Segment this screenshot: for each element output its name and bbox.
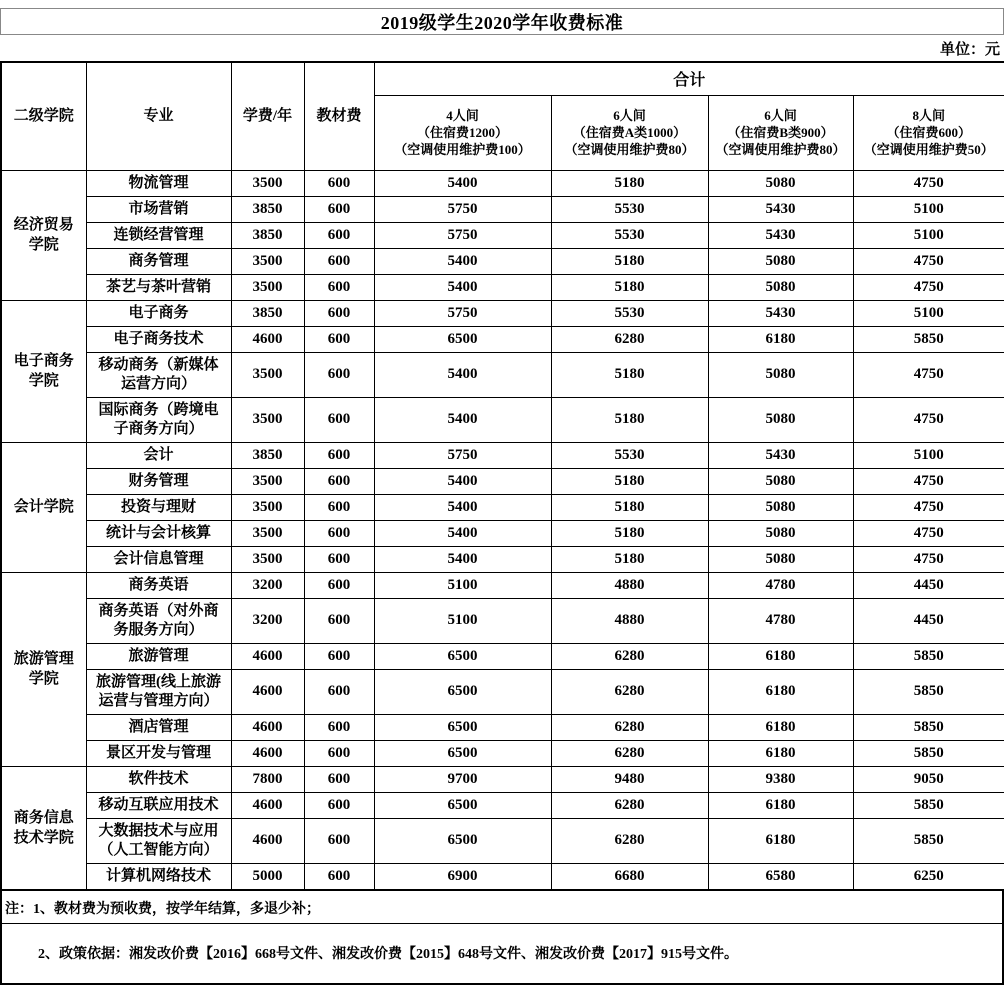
fee-value: 5750 (374, 442, 551, 468)
major-name: 茶艺与茶叶营销 (86, 274, 231, 300)
fee-value: 4450 (853, 572, 1004, 598)
header-tuition: 学费/年 (231, 62, 304, 170)
fee-value: 6280 (551, 792, 708, 818)
fee-value: 5180 (551, 352, 708, 397)
fee-value: 5000 (231, 863, 304, 890)
major-name: 财务管理 (86, 468, 231, 494)
table-row (1, 669, 1004, 714)
table-row (1, 714, 1004, 740)
room-housing-fee-label: （住宿费B类900） (727, 125, 834, 140)
fee-value: 600 (304, 397, 374, 442)
table-row (1, 222, 1004, 248)
fee-value: 5400 (374, 352, 551, 397)
major-name: 国际商务（跨境电子商务方向） (86, 397, 231, 442)
fee-value: 4600 (231, 818, 304, 863)
table-row (1, 863, 1004, 890)
table-row (1, 468, 1004, 494)
fee-value: 5850 (853, 792, 1004, 818)
fee-value: 6180 (708, 714, 853, 740)
fee-value: 5100 (853, 300, 1004, 326)
major-name: 景区开发与管理 (86, 740, 231, 766)
college-name: 旅游管理学院 (1, 572, 86, 766)
room-type-label: 6人间 (613, 108, 646, 123)
fee-value: 600 (304, 669, 374, 714)
fee-value: 6250 (853, 863, 1004, 890)
table-row (1, 740, 1004, 766)
table-row (1, 397, 1004, 442)
fee-value: 5850 (853, 643, 1004, 669)
room-ac-fee-label: （空调使用维护费80） (715, 142, 846, 157)
major-name: 旅游管理 (86, 643, 231, 669)
table-row (1, 248, 1004, 274)
fee-value: 4780 (708, 598, 853, 643)
fee-value: 600 (304, 352, 374, 397)
room-ac-fee-label: （空调使用维护费100） (394, 142, 531, 157)
fee-value: 5430 (708, 300, 853, 326)
fee-value: 600 (304, 520, 374, 546)
fee-value: 5180 (551, 248, 708, 274)
fee-value: 5080 (708, 546, 853, 572)
fee-value: 5530 (551, 442, 708, 468)
fee-value: 600 (304, 442, 374, 468)
fee-value: 600 (304, 196, 374, 222)
fee-value: 600 (304, 546, 374, 572)
fee-value: 5100 (853, 222, 1004, 248)
fee-value: 5080 (708, 248, 853, 274)
fee-value: 600 (304, 326, 374, 352)
fee-value: 4600 (231, 792, 304, 818)
fee-value: 4750 (853, 274, 1004, 300)
fee-value: 600 (304, 170, 374, 196)
fee-value: 4600 (231, 669, 304, 714)
fee-value: 600 (304, 494, 374, 520)
table-row (1, 792, 1004, 818)
fee-value: 600 (304, 643, 374, 669)
major-name: 会计 (86, 442, 231, 468)
fee-value: 5430 (708, 222, 853, 248)
header-total: 合计 (374, 62, 1004, 95)
fee-value: 6280 (551, 818, 708, 863)
table-row (1, 766, 1004, 792)
page-title: 2019级学生2020学年收费标准 (0, 8, 1004, 35)
fee-value: 5530 (551, 300, 708, 326)
fee-value: 5400 (374, 546, 551, 572)
fee-value: 6500 (374, 326, 551, 352)
room-ac-fee-label: （空调使用维护费80） (564, 142, 695, 157)
fee-value: 5850 (853, 669, 1004, 714)
fee-value: 6180 (708, 818, 853, 863)
major-name: 电子商务 (86, 300, 231, 326)
fee-value: 4600 (231, 326, 304, 352)
fee-value: 5400 (374, 468, 551, 494)
fee-value: 4750 (853, 352, 1004, 397)
fee-value: 5180 (551, 274, 708, 300)
fee-value: 3850 (231, 442, 304, 468)
major-name: 电子商务技术 (86, 326, 231, 352)
fee-value: 3500 (231, 248, 304, 274)
fee-value: 6180 (708, 326, 853, 352)
fee-value: 5080 (708, 468, 853, 494)
header-room-6p-a (551, 95, 708, 170)
fee-value: 6280 (551, 740, 708, 766)
fee-value: 4750 (853, 494, 1004, 520)
fee-value: 5530 (551, 196, 708, 222)
college-name: 会计学院 (1, 442, 86, 572)
fee-value: 5750 (374, 300, 551, 326)
fee-value: 5180 (551, 397, 708, 442)
fee-value: 6180 (708, 643, 853, 669)
fee-value: 5080 (708, 170, 853, 196)
fee-value: 5400 (374, 520, 551, 546)
fee-value: 4750 (853, 248, 1004, 274)
fee-value: 4750 (853, 468, 1004, 494)
major-name: 市场营销 (86, 196, 231, 222)
major-name: 连锁经营管理 (86, 222, 231, 248)
fee-value: 5180 (551, 520, 708, 546)
fee-value: 3500 (231, 520, 304, 546)
fee-value: 5750 (374, 222, 551, 248)
table-row (1, 300, 1004, 326)
table-row (1, 170, 1004, 196)
fee-value: 5080 (708, 520, 853, 546)
major-name: 商务管理 (86, 248, 231, 274)
fee-value: 9380 (708, 766, 853, 792)
room-type-label: 6人间 (764, 108, 797, 123)
fee-value: 7800 (231, 766, 304, 792)
fee-value: 3500 (231, 397, 304, 442)
fee-value: 4750 (853, 546, 1004, 572)
notes-section (0, 891, 1004, 985)
fee-value: 4750 (853, 520, 1004, 546)
fee-value: 600 (304, 468, 374, 494)
fee-value: 4450 (853, 598, 1004, 643)
fee-table (0, 61, 1004, 891)
fee-value: 4880 (551, 572, 708, 598)
fee-value: 6180 (708, 740, 853, 766)
fee-value: 5750 (374, 196, 551, 222)
fee-value: 9050 (853, 766, 1004, 792)
table-row (1, 572, 1004, 598)
fee-value: 6180 (708, 669, 853, 714)
fee-value: 4750 (853, 397, 1004, 442)
fee-value: 3500 (231, 546, 304, 572)
fee-value: 5180 (551, 494, 708, 520)
fee-value: 5530 (551, 222, 708, 248)
fee-value: 6280 (551, 669, 708, 714)
fee-value: 5180 (551, 468, 708, 494)
fee-value: 600 (304, 714, 374, 740)
fee-value: 3500 (231, 468, 304, 494)
fee-value: 600 (304, 818, 374, 863)
table-row (1, 494, 1004, 520)
fee-value: 5850 (853, 740, 1004, 766)
fee-value: 5080 (708, 274, 853, 300)
header-college: 二级学院 (1, 62, 86, 170)
note-textbook-fee: 注：1、教材费为预收费，按学年结算，多退少补； (5, 901, 320, 917)
fee-value: 5400 (374, 170, 551, 196)
major-name: 移动互联应用技术 (86, 792, 231, 818)
fee-value: 6280 (551, 714, 708, 740)
note-policy-basis: 2、政策依据：湘发改价费【2016】668号文件、湘发改价费【2015】648号文件、湘发改价费【2017】915号文件。 (2, 923, 1002, 983)
fee-value: 6500 (374, 740, 551, 766)
fee-value: 6500 (374, 818, 551, 863)
header-room-6p-b (708, 95, 853, 170)
fee-value: 5400 (374, 494, 551, 520)
major-name: 投资与理财 (86, 494, 231, 520)
fee-value: 4880 (551, 598, 708, 643)
fee-value: 5850 (853, 714, 1004, 740)
fee-value: 3200 (231, 572, 304, 598)
fee-value: 5430 (708, 442, 853, 468)
fee-value: 6900 (374, 863, 551, 890)
major-name: 旅游管理(线上旅游运营与管理方向） (86, 669, 231, 714)
unit-label: 单位：元 (939, 41, 1000, 58)
fee-value: 6500 (374, 669, 551, 714)
fee-value: 600 (304, 598, 374, 643)
fee-value: 6500 (374, 792, 551, 818)
room-housing-fee-label: （住宿费1200） (416, 125, 508, 140)
fee-value: 3850 (231, 196, 304, 222)
fee-value: 600 (304, 792, 374, 818)
fee-value: 4600 (231, 740, 304, 766)
fee-value: 600 (304, 572, 374, 598)
fee-value: 6180 (708, 792, 853, 818)
fee-value: 5100 (374, 598, 551, 643)
table-row (1, 352, 1004, 397)
major-name: 计算机网络技术 (86, 863, 231, 890)
table-row (1, 442, 1004, 468)
fee-value: 600 (304, 222, 374, 248)
fee-value: 5180 (551, 170, 708, 196)
major-name: 统计与会计核算 (86, 520, 231, 546)
fee-value: 5180 (551, 546, 708, 572)
table-row (1, 818, 1004, 863)
major-name: 商务英语 (86, 572, 231, 598)
fee-value: 3850 (231, 300, 304, 326)
header-major: 专业 (86, 62, 231, 170)
fee-value: 600 (304, 740, 374, 766)
fee-value: 6280 (551, 643, 708, 669)
college-name: 电子商务学院 (1, 300, 86, 442)
fee-value: 5400 (374, 397, 551, 442)
fee-value: 600 (304, 766, 374, 792)
fee-value: 5400 (374, 248, 551, 274)
fee-value: 4600 (231, 714, 304, 740)
table-row (1, 326, 1004, 352)
fee-value: 6500 (374, 643, 551, 669)
fee-value: 3200 (231, 598, 304, 643)
fee-value: 4750 (853, 170, 1004, 196)
fee-value: 600 (304, 248, 374, 274)
fee-value: 5430 (708, 196, 853, 222)
table-row (1, 643, 1004, 669)
table-row (1, 274, 1004, 300)
fee-value: 3500 (231, 494, 304, 520)
major-name: 移动商务（新媒体运营方向） (86, 352, 231, 397)
fee-value: 600 (304, 300, 374, 326)
fee-value: 5080 (708, 397, 853, 442)
fee-value: 6580 (708, 863, 853, 890)
major-name: 大数据技术与应用（人工智能方向） (86, 818, 231, 863)
fee-value: 4780 (708, 572, 853, 598)
major-name: 会计信息管理 (86, 546, 231, 572)
fee-value: 5850 (853, 818, 1004, 863)
table-row (1, 598, 1004, 643)
fee-value: 9700 (374, 766, 551, 792)
table-row (1, 196, 1004, 222)
room-type-label: 8人间 (912, 108, 946, 123)
fee-value: 5100 (853, 442, 1004, 468)
fee-value: 3850 (231, 222, 304, 248)
fee-value: 5100 (853, 196, 1004, 222)
major-name: 酒店管理 (86, 714, 231, 740)
table-row (1, 520, 1004, 546)
fee-value: 4600 (231, 643, 304, 669)
college-name: 商务信息技术学院 (1, 766, 86, 890)
fee-value: 5080 (708, 352, 853, 397)
header-row-top (1, 62, 1004, 95)
fee-value: 600 (304, 863, 374, 890)
fee-value: 5400 (374, 274, 551, 300)
fee-value: 600 (304, 274, 374, 300)
fee-value: 6500 (374, 714, 551, 740)
fee-value: 3500 (231, 170, 304, 196)
room-type-label: 4人间 (446, 108, 479, 123)
fee-value: 5850 (853, 326, 1004, 352)
room-housing-fee-label: （住宿费A类1000） (572, 125, 687, 140)
fee-value: 5080 (708, 494, 853, 520)
fee-value: 3500 (231, 274, 304, 300)
major-name: 商务英语（对外商务服务方向） (86, 598, 231, 643)
header-textbook: 教材费 (304, 62, 374, 170)
college-name: 经济贸易学院 (1, 170, 86, 300)
fee-value: 3500 (231, 352, 304, 397)
header-room-8p (853, 95, 1004, 170)
fee-value: 6280 (551, 326, 708, 352)
fee-value: 5100 (374, 572, 551, 598)
room-ac-fee-label: （空调使用维护费50） (863, 142, 994, 157)
header-room-4p (374, 95, 551, 170)
major-name: 软件技术 (86, 766, 231, 792)
room-housing-fee-label: （住宿费600） (886, 125, 972, 140)
table-row (1, 546, 1004, 572)
major-name: 物流管理 (86, 170, 231, 196)
fee-value: 9480 (551, 766, 708, 792)
fee-value: 6680 (551, 863, 708, 890)
